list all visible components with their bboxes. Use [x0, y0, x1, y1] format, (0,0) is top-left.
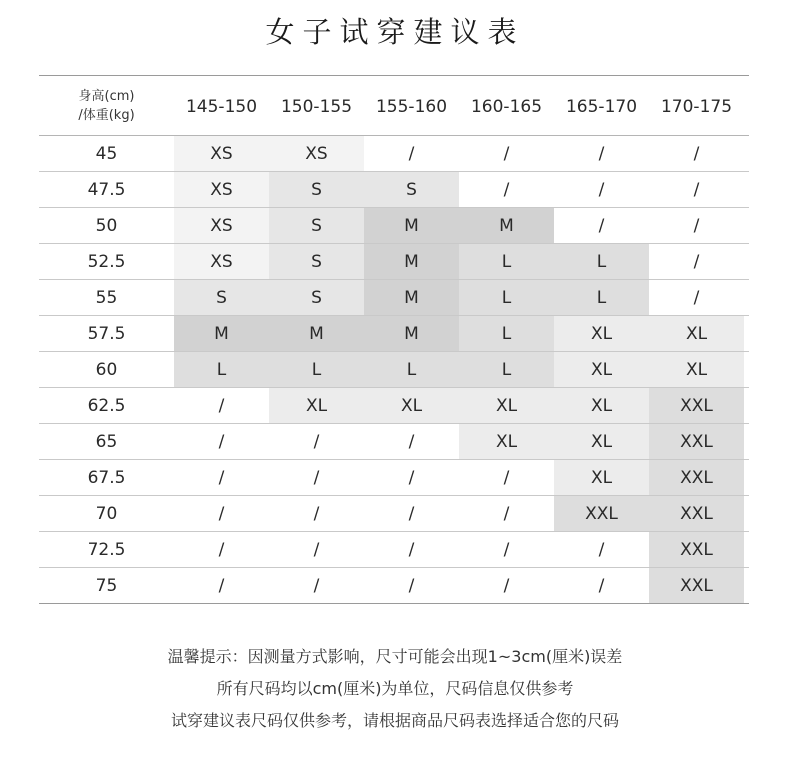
size-cell: / [693, 252, 700, 272]
height-column-header: 145-150 [185, 97, 258, 117]
table-row [39, 208, 749, 244]
size-cell: / [408, 468, 415, 488]
size-cell: L [364, 352, 459, 387]
size-cell: XXL [554, 496, 649, 531]
size-cell: / [313, 504, 320, 524]
size-cell: / [693, 288, 700, 308]
size-cell: XL [269, 388, 364, 423]
weight-cell: 65 [95, 432, 118, 452]
table-row [39, 532, 749, 568]
size-cell: XXL [649, 424, 744, 459]
size-cell: XL [554, 460, 649, 495]
size-cell: XL [459, 388, 554, 423]
note-line: 温馨提示：因测量方式影响，尺寸可能会出现1~3cm(厘米)误差 [167, 647, 623, 666]
table-row [39, 352, 749, 388]
size-cell: XXL [649, 460, 744, 495]
size-cell: L [459, 352, 554, 387]
page-title: 女子试穿建议表 [265, 15, 525, 49]
corner-header [39, 87, 174, 125]
size-cell: / [218, 576, 225, 596]
size-cell: / [598, 180, 605, 200]
size-cell: / [503, 144, 510, 164]
weight-cell: 60 [95, 360, 118, 380]
size-cell: S [269, 244, 364, 279]
size-cell: S [174, 280, 269, 315]
size-cell: / [218, 396, 225, 416]
size-cell: / [218, 468, 225, 488]
size-cell: S [269, 208, 364, 243]
size-cell: / [218, 432, 225, 452]
size-cell: XL [554, 352, 649, 387]
size-cell: M [174, 316, 269, 351]
size-cell: M [459, 208, 554, 243]
size-cell: XL [649, 352, 744, 387]
size-cell: L [269, 352, 364, 387]
size-cell: XL [364, 388, 459, 423]
size-cell: / [598, 540, 605, 560]
size-cell: L [554, 244, 649, 279]
size-cell: M [269, 316, 364, 351]
note-line: 所有尺码均以cm(厘米)为单位，尺码信息仅供参考 [216, 679, 574, 698]
size-cell: XS [174, 244, 269, 279]
size-cell: / [408, 576, 415, 596]
size-cell: / [503, 468, 510, 488]
table-row [39, 136, 749, 172]
size-cell: / [313, 540, 320, 560]
weight-cell: 55 [95, 288, 118, 308]
size-cell: L [459, 280, 554, 315]
size-cell: / [503, 540, 510, 560]
size-cell: XL [459, 424, 554, 459]
size-cell: / [313, 468, 320, 488]
weight-cell: 75 [95, 576, 118, 596]
size-cell: S [269, 280, 364, 315]
table-row [39, 244, 749, 280]
weight-cell: 57.5 [87, 324, 126, 344]
size-cell: / [408, 432, 415, 452]
size-cell: / [408, 504, 415, 524]
size-cell: XXL [649, 388, 744, 423]
weight-cell: 50 [95, 216, 118, 236]
size-cell: XS [174, 172, 269, 207]
table-row [39, 460, 749, 496]
size-cell: XL [554, 316, 649, 351]
size-cell: L [459, 316, 554, 351]
size-cell: / [598, 216, 605, 236]
size-cell: XXL [649, 496, 744, 531]
height-column-header: 165-170 [565, 97, 638, 117]
weight-cell: 52.5 [87, 252, 126, 272]
size-cell: / [218, 504, 225, 524]
size-cell: / [693, 144, 700, 164]
table-row [39, 496, 749, 532]
size-cell: / [503, 504, 510, 524]
size-cell: M [364, 316, 459, 351]
weight-cell: 70 [95, 504, 118, 524]
height-column-header: 170-175 [660, 97, 733, 117]
height-column-header: 155-160 [375, 97, 448, 117]
size-cell: XXL [649, 568, 744, 603]
size-cell: L [174, 352, 269, 387]
height-column-header: 160-165 [470, 97, 543, 117]
size-cell: XL [649, 316, 744, 351]
size-cell: L [554, 280, 649, 315]
size-cell: / [598, 576, 605, 596]
size-cell: L [459, 244, 554, 279]
corner-weight-label: /体重(kg) [78, 108, 135, 123]
size-cell: / [408, 144, 415, 164]
table-row [39, 388, 749, 424]
table-row [39, 316, 749, 352]
table-row [39, 280, 749, 316]
table-row [39, 568, 749, 604]
table-header [39, 76, 749, 135]
weight-cell: 62.5 [87, 396, 126, 416]
size-cell: / [503, 576, 510, 596]
corner-height-label: 身高(cm) [78, 89, 135, 104]
weight-cell: 72.5 [87, 540, 126, 560]
weight-cell: 45 [95, 144, 118, 164]
weight-cell: 47.5 [87, 180, 126, 200]
size-cell: M [364, 208, 459, 243]
size-cell: XL [554, 424, 649, 459]
size-cell: / [693, 180, 700, 200]
table-row [39, 172, 749, 208]
size-cell: S [269, 172, 364, 207]
notes [0, 641, 790, 737]
height-column-header: 150-155 [280, 97, 353, 117]
size-cell: XS [174, 208, 269, 243]
size-cell: XL [554, 388, 649, 423]
table-row [39, 424, 749, 460]
size-cell: / [598, 144, 605, 164]
size-cell: XXL [649, 532, 744, 567]
size-cell: XS [269, 136, 364, 171]
weight-cell: 67.5 [87, 468, 126, 488]
size-cell: M [364, 244, 459, 279]
size-cell: S [364, 172, 459, 207]
table-bottom-rule [39, 603, 749, 604]
size-cell: / [503, 180, 510, 200]
size-cell: / [313, 432, 320, 452]
size-cell: / [693, 216, 700, 236]
size-grid [39, 136, 749, 604]
size-cell: / [408, 540, 415, 560]
size-cell: M [364, 280, 459, 315]
note-line: 试穿建议表尺码仅供参考，请根据商品尺码表选择适合您的尺码 [170, 711, 619, 730]
size-cell: / [313, 576, 320, 596]
size-cell: XS [174, 136, 269, 171]
size-cell: / [218, 540, 225, 560]
